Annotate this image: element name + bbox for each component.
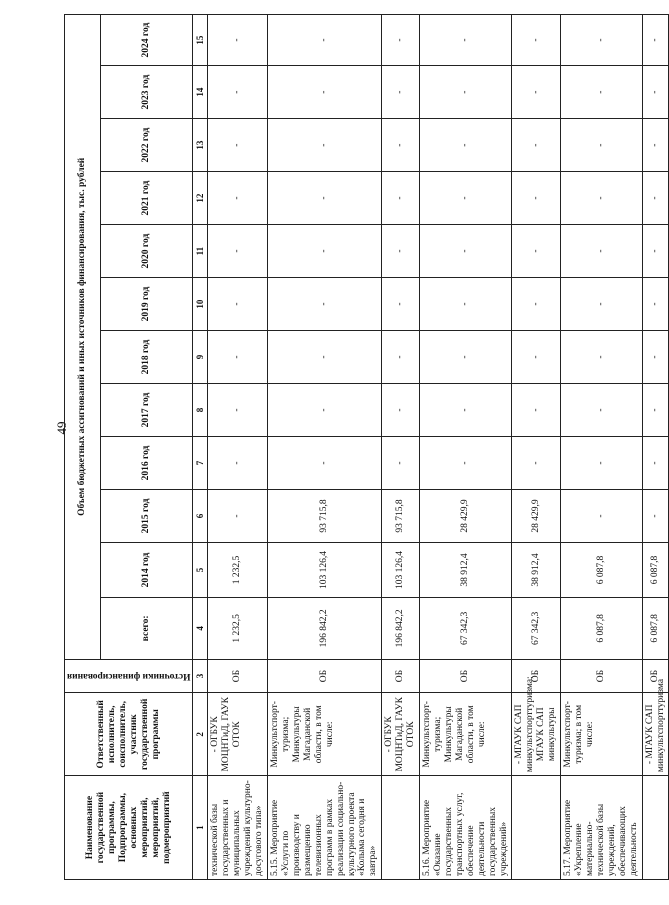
row-year-value: - — [268, 278, 382, 331]
row-source: ОБ — [382, 659, 420, 693]
row-year-value: - — [561, 172, 642, 225]
row-source: ОБ — [208, 659, 268, 693]
header-year: 2024 год — [100, 15, 193, 66]
rotated-table-wrapper — [64, 14, 666, 880]
row-year-value: 6 087,8 — [561, 542, 642, 597]
row-year-value: - — [268, 331, 382, 384]
row-name — [642, 776, 669, 880]
header-year: 2016 год — [100, 437, 193, 490]
row-year-value: - — [512, 119, 561, 172]
row-responsible: - МГАУК САП минкультспорттуризма; МГАУК САП минкультуры — [512, 693, 561, 776]
header-year: 2021 год — [100, 172, 193, 225]
row-year-value: - — [382, 437, 420, 490]
row-year-value: 28 429,9 — [512, 490, 561, 543]
header-name: Наименование государственной программы, Подпрограммы, основных мероприятий, мероприятий, подмероприятий — [65, 776, 193, 880]
row-year-value: 38 912,4 — [420, 542, 512, 597]
header-total: всего: — [100, 598, 193, 659]
row-year-value: - — [382, 278, 420, 331]
row-name: 5.16. Мероприятие «Оказание государственных транспортных услуг, обеспечение деятельности государственных учреждений» — [420, 776, 512, 880]
row-responsible: - МГАУК САП минкультспорттуризма — [642, 693, 669, 776]
row-year-value: - — [561, 490, 642, 543]
row-year-value: - — [382, 331, 420, 384]
row-year-value: - — [382, 66, 420, 119]
column-number: 4 — [193, 598, 208, 659]
budget-table — [64, 14, 669, 880]
row-year-value: - — [208, 66, 268, 119]
row-year-value: - — [642, 119, 669, 172]
table-row — [512, 15, 561, 880]
row-total: 1 232,5 — [208, 598, 268, 659]
row-year-value: - — [512, 437, 561, 490]
row-year-value: - — [208, 331, 268, 384]
row-year-value: - — [208, 172, 268, 225]
row-year-value: - — [512, 384, 561, 437]
column-number: 5 — [193, 542, 208, 597]
row-responsible: - ОГБУК МОЦНТиД, ГАУК ОТОК — [382, 693, 420, 776]
column-number: 2 — [193, 693, 208, 776]
row-year-value: - — [512, 66, 561, 119]
row-year-value: - — [208, 225, 268, 278]
row-year-value: - — [642, 172, 669, 225]
row-year-value: - — [561, 278, 642, 331]
row-responsible: - ОГБУК МОЦНТиД, ГАУК ОТОК — [208, 693, 268, 776]
header-year: 2020 год — [100, 225, 193, 278]
row-year-value: - — [642, 384, 669, 437]
row-year-value: - — [268, 66, 382, 119]
header-year: 2015 год — [100, 490, 193, 543]
row-name — [512, 776, 561, 880]
row-total: 67 342,3 — [512, 598, 561, 659]
row-year-value: - — [512, 278, 561, 331]
row-source: ОБ — [561, 659, 642, 693]
row-year-value: - — [642, 490, 669, 543]
row-total: 196 842,2 — [382, 598, 420, 659]
row-year-value: - — [642, 278, 669, 331]
row-year-value: 93 715,8 — [382, 490, 420, 543]
row-responsible: Минкультспорт-туризма; Минкультуры Магаданской области, в том числе: — [420, 693, 512, 776]
row-year-value: - — [420, 172, 512, 225]
column-number: 7 — [193, 437, 208, 490]
row-responsible: Минкультспорт-туризма; в том числе: — [561, 693, 642, 776]
row-total: 67 342,3 — [420, 598, 512, 659]
column-number: 10 — [193, 278, 208, 331]
row-year-value: - — [420, 66, 512, 119]
table-row — [642, 15, 669, 880]
row-year-value: - — [512, 15, 561, 66]
row-year-value: - — [420, 225, 512, 278]
row-year-value: - — [561, 331, 642, 384]
row-year-value: 93 715,8 — [268, 490, 382, 543]
row-year-value: - — [420, 15, 512, 66]
row-year-value: - — [208, 119, 268, 172]
column-number: 6 — [193, 490, 208, 543]
column-number: 15 — [193, 15, 208, 66]
table-row — [208, 15, 268, 880]
row-year-value: - — [268, 172, 382, 225]
row-year-value: - — [642, 15, 669, 66]
row-year-value: - — [561, 384, 642, 437]
row-year-value: - — [420, 119, 512, 172]
column-number: 14 — [193, 66, 208, 119]
row-name: 5.15. Мероприятие «Услуги по производству и размещению телевизионных программ в рамках реализации социально-культурного проекта «Колыма сегодня и завтра» — [268, 776, 382, 880]
row-year-value: - — [208, 384, 268, 437]
row-year-value: - — [420, 331, 512, 384]
header-year: 2022 год — [100, 119, 193, 172]
row-source: ОБ — [268, 659, 382, 693]
row-year-value: - — [561, 15, 642, 66]
row-year-value: - — [382, 15, 420, 66]
row-year-value: - — [420, 437, 512, 490]
row-name — [382, 776, 420, 880]
row-year-value: - — [512, 331, 561, 384]
row-year-value: - — [512, 225, 561, 278]
column-number: 13 — [193, 119, 208, 172]
row-year-value: 103 126,4 — [382, 542, 420, 597]
row-year-value: - — [268, 225, 382, 278]
row-year-value: - — [642, 225, 669, 278]
row-responsible: Минкультспорт-туризма; Минкультуры Магаданской области, в том числе: — [268, 693, 382, 776]
row-year-value: - — [642, 331, 669, 384]
row-year-value: - — [561, 437, 642, 490]
row-source: ОБ — [420, 659, 512, 693]
row-year-value: - — [208, 15, 268, 66]
row-year-value: - — [382, 119, 420, 172]
row-year-value: - — [561, 225, 642, 278]
row-name: 5.17. Мероприятие «Укрепление материально-технической базы учреждений, обеспечивающих деятельность — [561, 776, 642, 880]
row-year-value: - — [208, 490, 268, 543]
row-year-value: 28 429,9 — [420, 490, 512, 543]
row-year-value: - — [561, 66, 642, 119]
row-year-value: - — [208, 437, 268, 490]
row-source: ОБ — [642, 659, 669, 693]
row-source: ОБ — [512, 659, 561, 693]
header-year: 2019 год — [100, 278, 193, 331]
row-year-value: - — [642, 66, 669, 119]
table-row — [382, 15, 420, 880]
row-year-value: - — [512, 172, 561, 225]
row-year-value: 103 126,4 — [268, 542, 382, 597]
header-source-label: Источники финансирования — [67, 671, 191, 682]
column-number: 1 — [193, 776, 208, 880]
column-number: 8 — [193, 384, 208, 437]
row-year-value: - — [268, 119, 382, 172]
row-year-value: 38 912,4 — [512, 542, 561, 597]
header-year: 2018 год — [100, 331, 193, 384]
row-year-value: 6 087,8 — [642, 542, 669, 597]
row-year-value: - — [382, 384, 420, 437]
column-number: 3 — [193, 659, 208, 693]
header-responsible: Ответственный исполнитель, соисполнитель, участник государственной программы — [65, 693, 193, 776]
table-row — [268, 15, 382, 880]
header-source — [65, 659, 193, 693]
row-name: технической базы государственных и муниципальных учреждений культурно-досугового типа» — [208, 776, 268, 880]
row-total: 196 842,2 — [268, 598, 382, 659]
row-year-value: - — [268, 384, 382, 437]
table-row — [561, 15, 642, 880]
row-year-value: - — [561, 119, 642, 172]
row-year-value: - — [642, 437, 669, 490]
column-number: 11 — [193, 225, 208, 278]
row-year-value: - — [420, 278, 512, 331]
header-year: 2014 год — [100, 542, 193, 597]
column-number: 12 — [193, 172, 208, 225]
row-year-value: - — [268, 437, 382, 490]
row-total: 6 087,8 — [642, 598, 669, 659]
table-row — [420, 15, 512, 880]
row-year-value: - — [382, 225, 420, 278]
row-year-value: 1 232,5 — [208, 542, 268, 597]
row-total: 6 087,8 — [561, 598, 642, 659]
row-year-value: - — [420, 384, 512, 437]
row-year-value: - — [382, 172, 420, 225]
header-year: 2023 год — [100, 66, 193, 119]
row-year-value: - — [268, 15, 382, 66]
header-year: 2017 год — [100, 384, 193, 437]
page-number: 49 — [54, 421, 69, 435]
header-volume: Объем бюджетных ассигнований и иных источников финансирования, тыс. рублей — [65, 15, 101, 660]
row-year-value: - — [208, 278, 268, 331]
column-number: 9 — [193, 331, 208, 384]
